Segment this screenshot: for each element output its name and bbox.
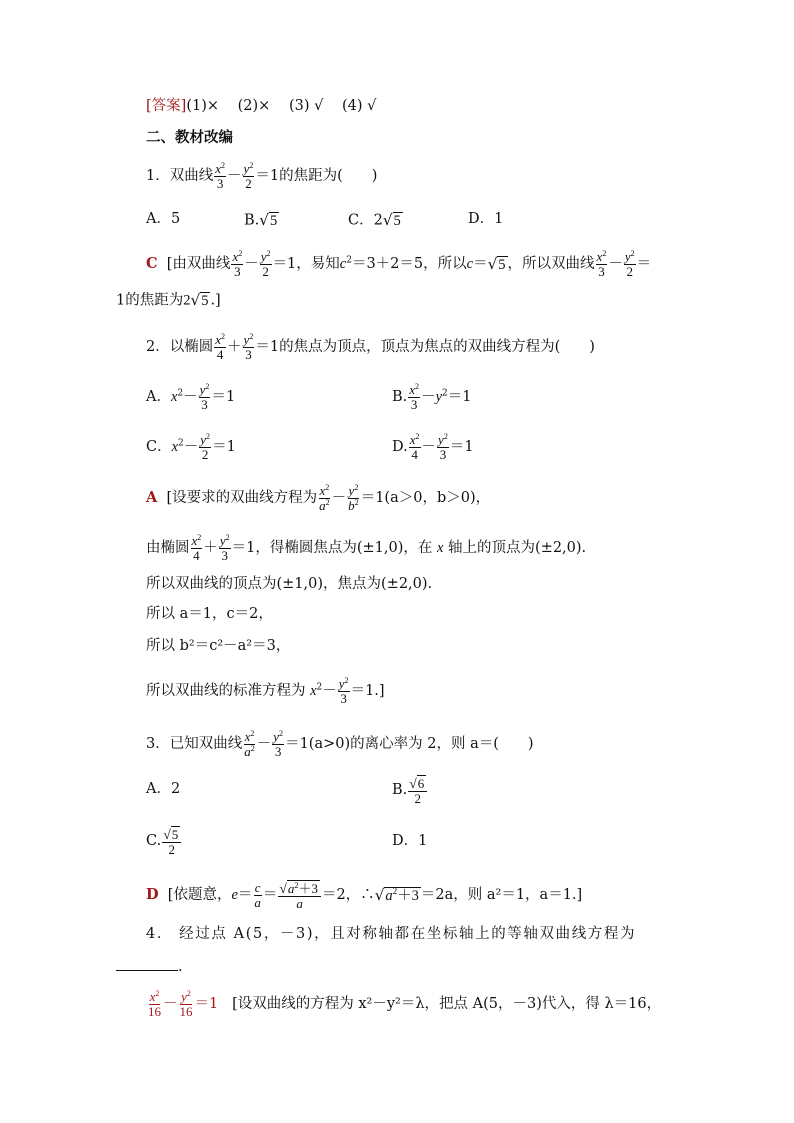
answer-item-4: (4) √: [341, 98, 377, 114]
q3-solution: D [依题意，e＝ $\frac{c}{a}$ ＝ √ $a^2+3$ a ＝2，∴ √ $a^2+3$ ＝2a，则 a²＝1，a＝1.]: [146, 880, 583, 911]
q4-solution: $\frac{x^2}{16}$ － $\frac{y^2}{16}$ ＝1 [设双曲线的方程为 x²－y²＝λ，把点 A(5，－3)代入，得 λ＝16，: [148, 988, 662, 1019]
q3-option-b: B. √ 6 2: [392, 775, 428, 805]
q3-option-d: D．1: [392, 833, 428, 849]
question-number: 1．: [146, 168, 170, 185]
q1-solution-line1: C [由双曲线 $\frac{x^2}{3}$ － $\frac{y^2}{2}$ ＝1，易知$c^2=3+2=5$，所以c＝ √ 5 ，所以双曲线 $\frac{x^2}{3}$ － $\frac{y^2}{2}$ ＝: [146, 248, 652, 279]
q2-option-a: A．$x^2-$ $\frac{y^2}{3}$ ＝1: [146, 381, 236, 412]
section-title: 二、教材改编: [146, 129, 233, 146]
solution-letter: C: [146, 255, 158, 273]
q2-option-d: D. $\frac{x^2}{4}$ － $\frac{y^2}{3}$ ＝1: [392, 431, 474, 462]
answer-item-1: (1)×: [186, 98, 220, 114]
q2-option-b: B. $\frac{x^2}{3}$ $-y^2=1$: [392, 381, 472, 412]
answer-label: [答案]: [146, 98, 187, 114]
q3-option-c: C. √ 5 2: [146, 826, 182, 856]
q2-solution-line4: 所以 a＝1，c＝2，: [146, 606, 273, 622]
q2-solution-line1: A [设要求的双曲线方程为 $\frac{x^2}{a^2}$ － $\frac{y^2}{b^2}$ ＝1(a＞0，b＞0)，: [146, 482, 491, 513]
stem-text: 双曲线: [169, 168, 214, 185]
stem-text: ＝1的焦距为( ): [255, 168, 378, 185]
answer-line: [146, 99, 376, 114]
q2-option-c: C．$x^2-$ $\frac{y^2}{2}$ ＝1: [146, 431, 236, 462]
q2-solution-line6: 所以双曲线的标准方程为 $x^2-$ $\frac{y^2}{3}$ ＝1.]: [146, 675, 385, 706]
q2-solution-line3: 所以双曲线的顶点为(±1,0)，焦点为(±2,0).: [146, 576, 433, 592]
question-4: 4． 经过点 A(5，－3)，且对称轴都在坐标轴上的等轴双曲线方程为: [146, 926, 637, 942]
q3-option-a: A．2: [146, 781, 181, 797]
answer-item-3: (3) √: [288, 98, 324, 114]
option-d: D．1: [468, 211, 504, 227]
q2-solution-line2: 由椭圆 $\frac{x^2}{4}$ ＋ $\frac{y^2}{3}$ ＝1，得椭圆焦点为(±1,0)，在 x 轴上的顶点为(±2,0).: [146, 532, 587, 563]
q2-solution-line5: 所以 b²＝c²－a²＝3，: [146, 638, 291, 654]
answer-item-2: (2)×: [237, 98, 271, 114]
option-c: C．2 √ 5: [348, 211, 401, 230]
question-2: 2．以椭圆 $\frac{x^2}{4}$ ＋ $\frac{y^2}{3}$ ＝1的焦点为顶点，顶点为焦点的双曲线方程为( ): [146, 331, 595, 362]
option-a: A．5: [146, 211, 181, 227]
question-3: 3．已知双曲线 $\frac{x^2}{a^2}$ － $\frac{y^2}{3}$ ＝1(a>0)的离心率为 2，则 a＝( ): [146, 728, 534, 759]
q4-answer-blank: .: [116, 960, 183, 975]
question-1: 1．双曲线 $\frac{x^2}{3}$ － $\frac{y^2}{2}$ ＝1的焦距为( ): [146, 160, 378, 191]
q1-solution-line2: 1的焦距为2 √ 5 .]: [116, 291, 221, 310]
option-b: B. √ 5: [244, 211, 278, 230]
